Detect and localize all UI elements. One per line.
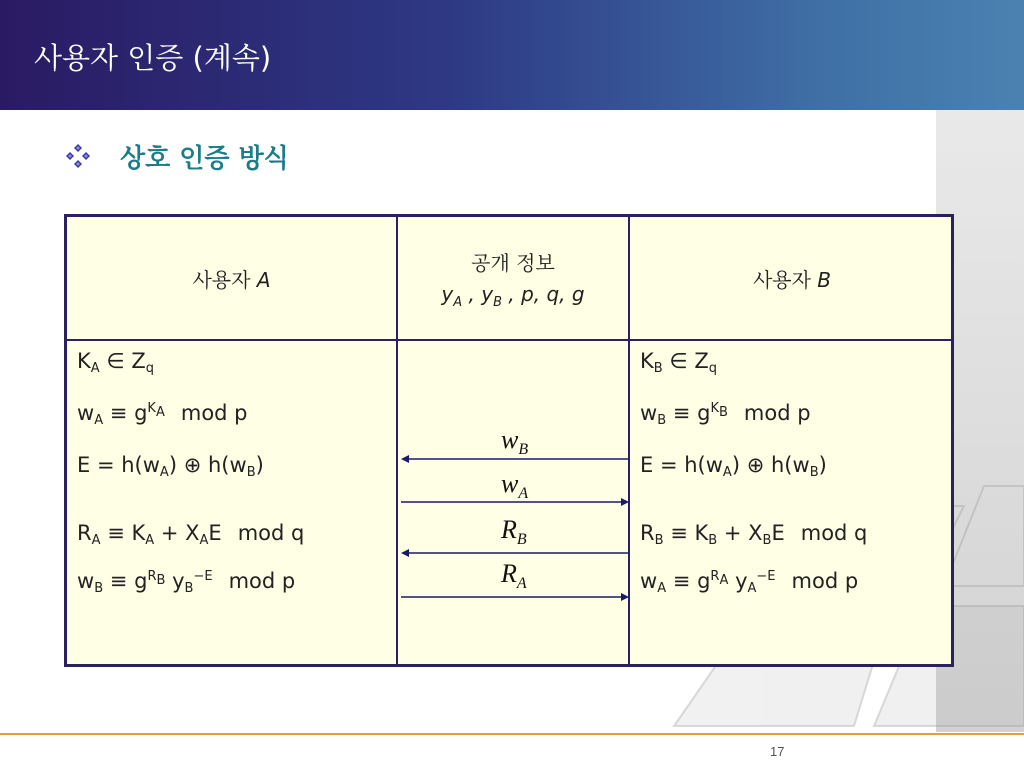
formula-b-rb: $R_B \equiv K_B + X_BE$ mod q: [640, 521, 868, 548]
header-divider: [67, 339, 951, 341]
section-subtitle: 상호 인증 방식: [120, 144, 289, 174]
arrowhead-left: [401, 455, 409, 463]
user-b-var: B: [817, 267, 832, 292]
formula-b-e: $E = h(w_A)$ ⊕ $h(w_B)$: [640, 453, 827, 480]
slide-header: [0, 0, 1024, 110]
diamond-cluster-icon: [64, 142, 92, 170]
formula-a-e: $E = h(w_A)$ ⊕ $h(w_B)$: [77, 453, 264, 480]
user-a-label: 사용자: [192, 267, 251, 292]
arrowhead-right: [621, 593, 629, 601]
formula-b-kb: $K_B$ ∈ $Z_q$: [640, 349, 718, 376]
user-a-var: A: [256, 267, 271, 292]
message-label-ra: $R_A$: [501, 559, 527, 593]
public-params: $y_A$ , $y_B$ , p, q, g: [441, 281, 585, 310]
message-arrows: [397, 447, 633, 607]
arrowhead-left: [401, 549, 409, 557]
user-b-label: 사용자: [752, 267, 811, 292]
page-number: 17: [770, 744, 785, 759]
protocol-table: [64, 214, 954, 667]
formula-b-wa-check: $w_A \equiv g^{R_A}$ $y_A^{-E}$ mod p: [640, 569, 859, 596]
formula-a-wa: $w_A \equiv g^{K_A}$ mod p: [77, 401, 248, 428]
footer-divider: [0, 733, 1024, 735]
message-label-wa: $w_A$: [501, 469, 529, 503]
header-user-b: [630, 217, 954, 339]
message-label-wb: $w_B$: [501, 425, 529, 459]
slide-title: 사용자 인증 (계속): [34, 41, 272, 75]
public-info-label: 공개 정보: [471, 250, 555, 275]
header-public-info: [398, 217, 628, 339]
formula-a-ka: $K_A$ ∈ $Z_q$: [77, 349, 155, 376]
formula-b-wb: $w_B \equiv g^{K_B}$ mod p: [640, 401, 811, 428]
message-label-rb: $R_B$: [501, 515, 527, 549]
formula-a-wb-check: $w_B \equiv g^{R_B}$ $y_B^{-E}$ mod p: [77, 569, 296, 596]
header-user-a: [67, 217, 396, 339]
formula-a-ra: $R_A \equiv K_A + X_AE$ mod q: [77, 521, 305, 548]
arrowhead-right: [621, 498, 629, 506]
